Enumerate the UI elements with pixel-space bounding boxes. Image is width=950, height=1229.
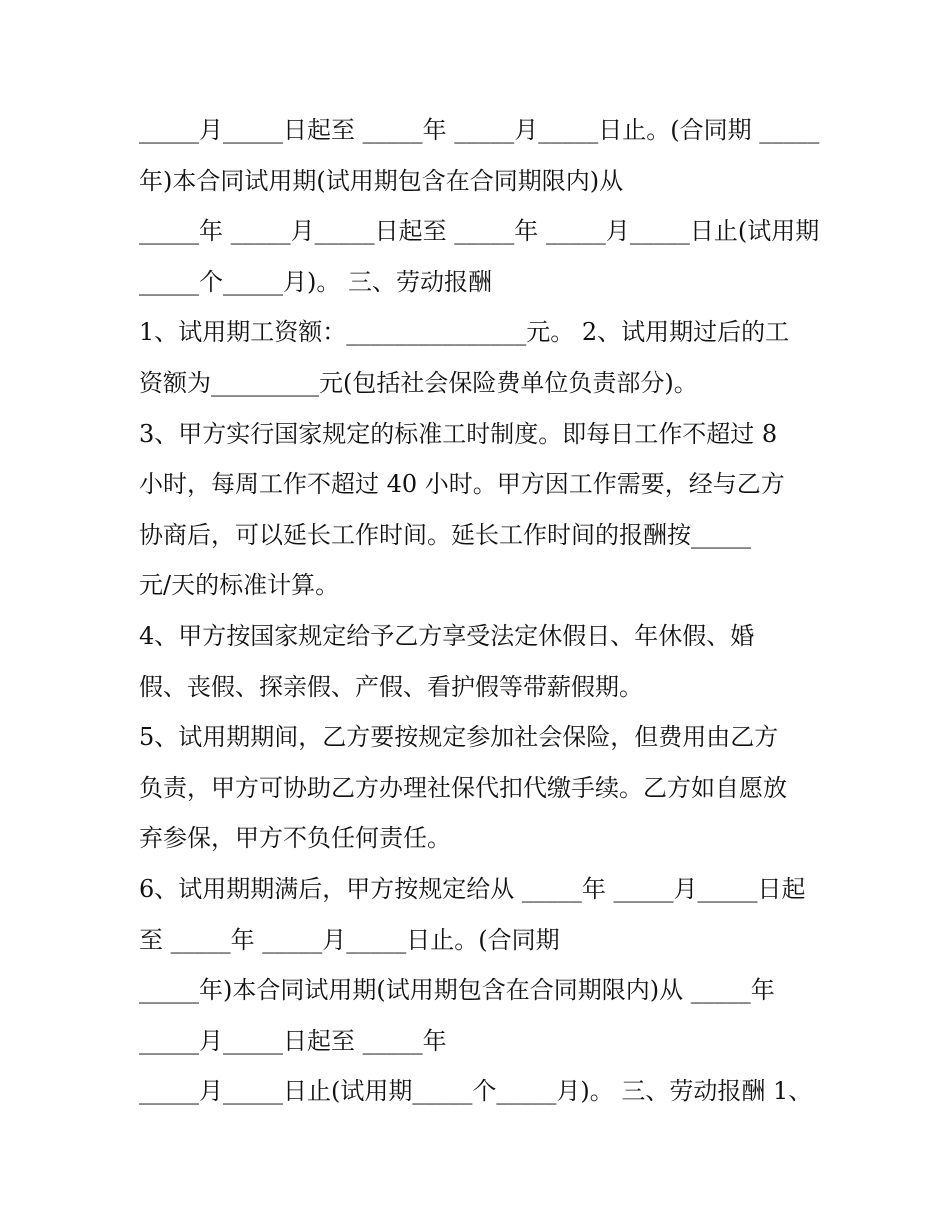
text-line: 3、甲方实行国家规定的标准工时制度。即每日工作不超过 8: [139, 420, 778, 448]
text-line: 元/天的标准计算。: [139, 571, 340, 599]
text-line: 4、甲方按国家规定给予乙方享受法定休假日、年休假、婚: [139, 622, 755, 650]
text-line: 假、丧假、探亲假、产假、看护假等带薪假期。: [139, 673, 643, 701]
text-line: _____年)本合同试用期(试用期包含在合同期限内)从 _____年: [139, 976, 775, 1004]
text-line: 5、试用期期间，乙方要按规定参加社会保险，但费用由乙方: [139, 723, 779, 751]
text-line: _____月_____日起至 _____年: [139, 1027, 447, 1055]
text-line: 协商后，可以延长工作时间。延长工作时间的报酬按_____: [139, 521, 751, 549]
text-line: _____月_____日止(试用期_____个_____月)。 三、劳动报酬 1、: [139, 1077, 813, 1105]
text-line: 资额为_________元(包括社会保险费单位负责部分)。: [139, 369, 698, 397]
text-line: 负责，甲方可协助乙方办理社保代扣代缴手续。乙方如自愿放: [139, 774, 787, 802]
text-line: 6、试用期期满后，甲方按规定给从 _____年 _____月_____日起: [139, 875, 806, 903]
text-line: _____月_____日起至 _____年 _____月_____日止。(合同期 _____: [139, 116, 820, 144]
text-line: _____年 _____月_____日起至 _____年 _____月_____日止(试用期: [139, 217, 820, 245]
text-line: 年)本合同试用期(试用期包含在合同期限内)从: [139, 167, 624, 195]
text-line: 1、试用期工资额：_______________元。 2、试用期过后的工: [139, 318, 790, 346]
text-line: _____个_____月)。 三、劳动报酬: [139, 268, 492, 296]
text-line: 弃参保，甲方不负任何责任。: [139, 824, 451, 852]
text-line: 小时，每周工作不超过 40 小时。甲方因工作需要，经与乙方: [139, 470, 785, 498]
text-line: 至 _____年 _____月_____日止。(合同期: [139, 926, 560, 954]
